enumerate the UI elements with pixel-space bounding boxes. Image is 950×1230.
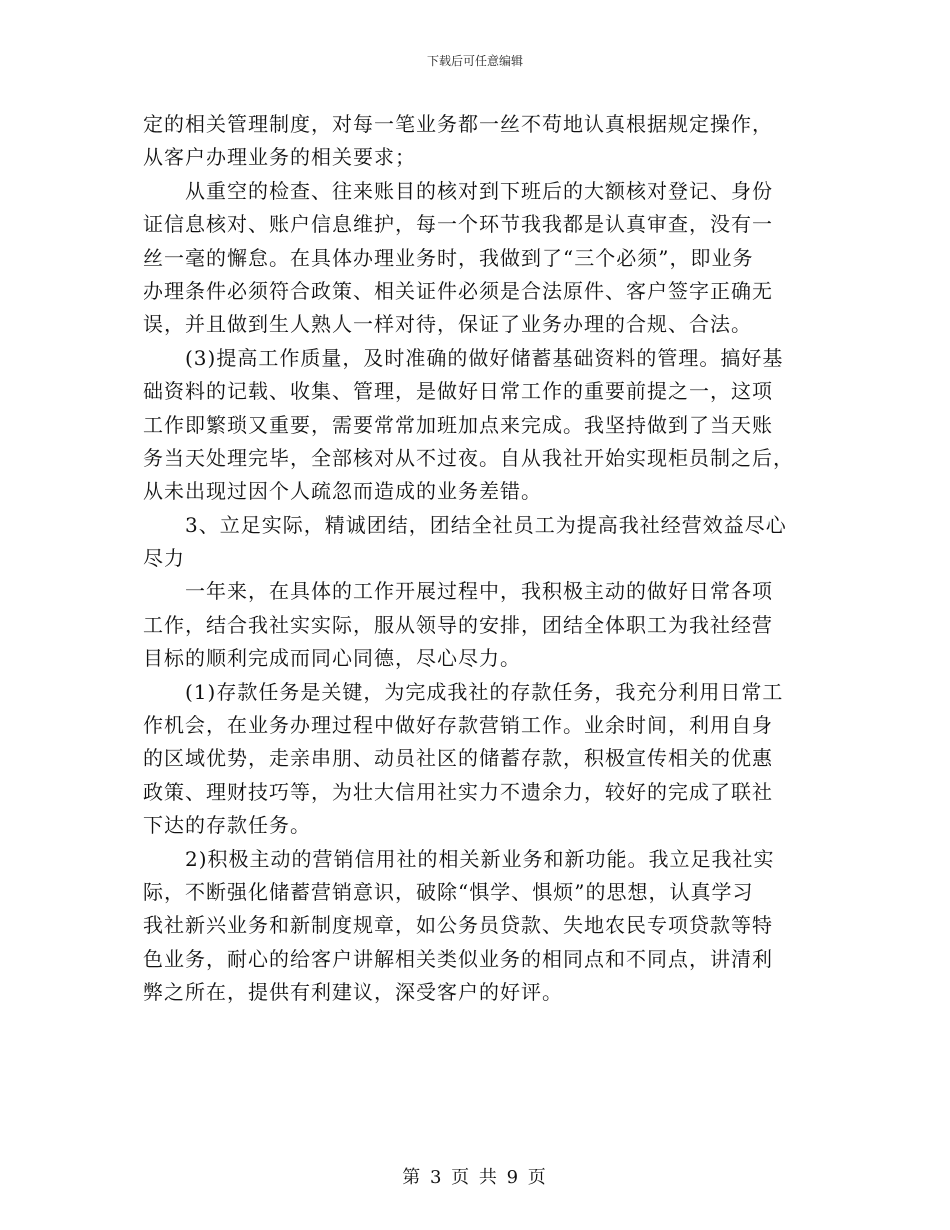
text-line: 丝一毫的懈怠。在具体办理业务时，我做到了“三个必须”，即业务	[143, 245, 754, 270]
text-line: 工作，结合我社实实际，服从领导的安排，团结全体职工为我社经营	[143, 612, 773, 637]
text-line: 我社新兴业务和新制度规章，如公务员贷款、失地农民专项贷款等特	[143, 913, 773, 938]
document-body	[143, 108, 823, 1010]
text-line: 目标的顺利完成而同心同德，尽心尽力。	[143, 646, 521, 671]
text-line: 从客户办理业务的相关要求；	[143, 145, 416, 170]
text-line: 下达的存款任务。	[143, 813, 311, 838]
text-line: 色业务，耐心的给客户讲解相关类似业务的相同点和不同点，讲清利	[143, 946, 773, 971]
text-line: 的区域优势，走亲串朋、动员社区的储蓄存款，积极宣传相关的优惠	[143, 746, 773, 771]
text-line: 工作即繁琐又重要，需要常常加班加点来完成。我坚持做到了当天账	[143, 412, 773, 437]
text-line: 从重空的检查、往来账目的核对到下班后的大额核对登记、身份	[143, 178, 773, 203]
text-line: 误，并且做到生人熟人一样对待，保证了业务办理的合规、合法。	[143, 312, 752, 337]
text-line: 证信息核对、账户信息维护，每一个环节我我都是认真审查，没有一	[143, 212, 773, 237]
text-line: 3、立足实际，精诚团结，团结全社员工为提高我社经营效益尽心	[143, 512, 787, 537]
text-line: 务当天处理完毕，全部核对从不过夜。自从我社开始实现柜员制之后，	[143, 445, 794, 470]
text-line: 弊之所在，提供有利建议，深受客户的好评。	[143, 980, 563, 1005]
text-line: (3)提高工作质量，及时准确的做好储蓄基础资料的管理。搞好基	[143, 345, 784, 370]
page-footer: 第 3 页 共 9 页	[402, 1167, 548, 1188]
text-line: 际，不断强化储蓄营销意识，破除“惧学、惧烦”的思想，认真学习	[143, 879, 754, 904]
text-line: (1)存款任务是关键，为完成我社的存款任务，我充分利用日常工	[143, 679, 784, 704]
text-line: 础资料的记载、收集、管理，是做好日常工作的重要前提之一，这项	[143, 379, 773, 404]
text-line: 定的相关管理制度，对每一笔业务都一丝不苟地认真根据规定操作，	[143, 112, 773, 136]
text-line: 办理条件必须符合政策、相关证件必须是合法原件、客户签字正确无	[143, 278, 773, 303]
text-line: 从未出现过因个人疏忽而造成的业务差错。	[143, 479, 542, 504]
text-line: 一年来，在具体的工作开展过程中，我积极主动的做好日常各项	[143, 579, 773, 604]
text-line: 作机会，在业务办理过程中做好存款营销工作。业余时间，利用自身	[143, 713, 773, 738]
text-line: 政策、理财技巧等，为壮大信用社实力不遗余力，较好的完成了联社	[143, 779, 773, 804]
text-line: 2)积极主动的营销信用社的相关新业务和新功能。我立足我社实	[143, 846, 775, 871]
page-header: 下载后可任意编辑	[426, 54, 523, 68]
text-line: 尽力	[143, 546, 185, 571]
